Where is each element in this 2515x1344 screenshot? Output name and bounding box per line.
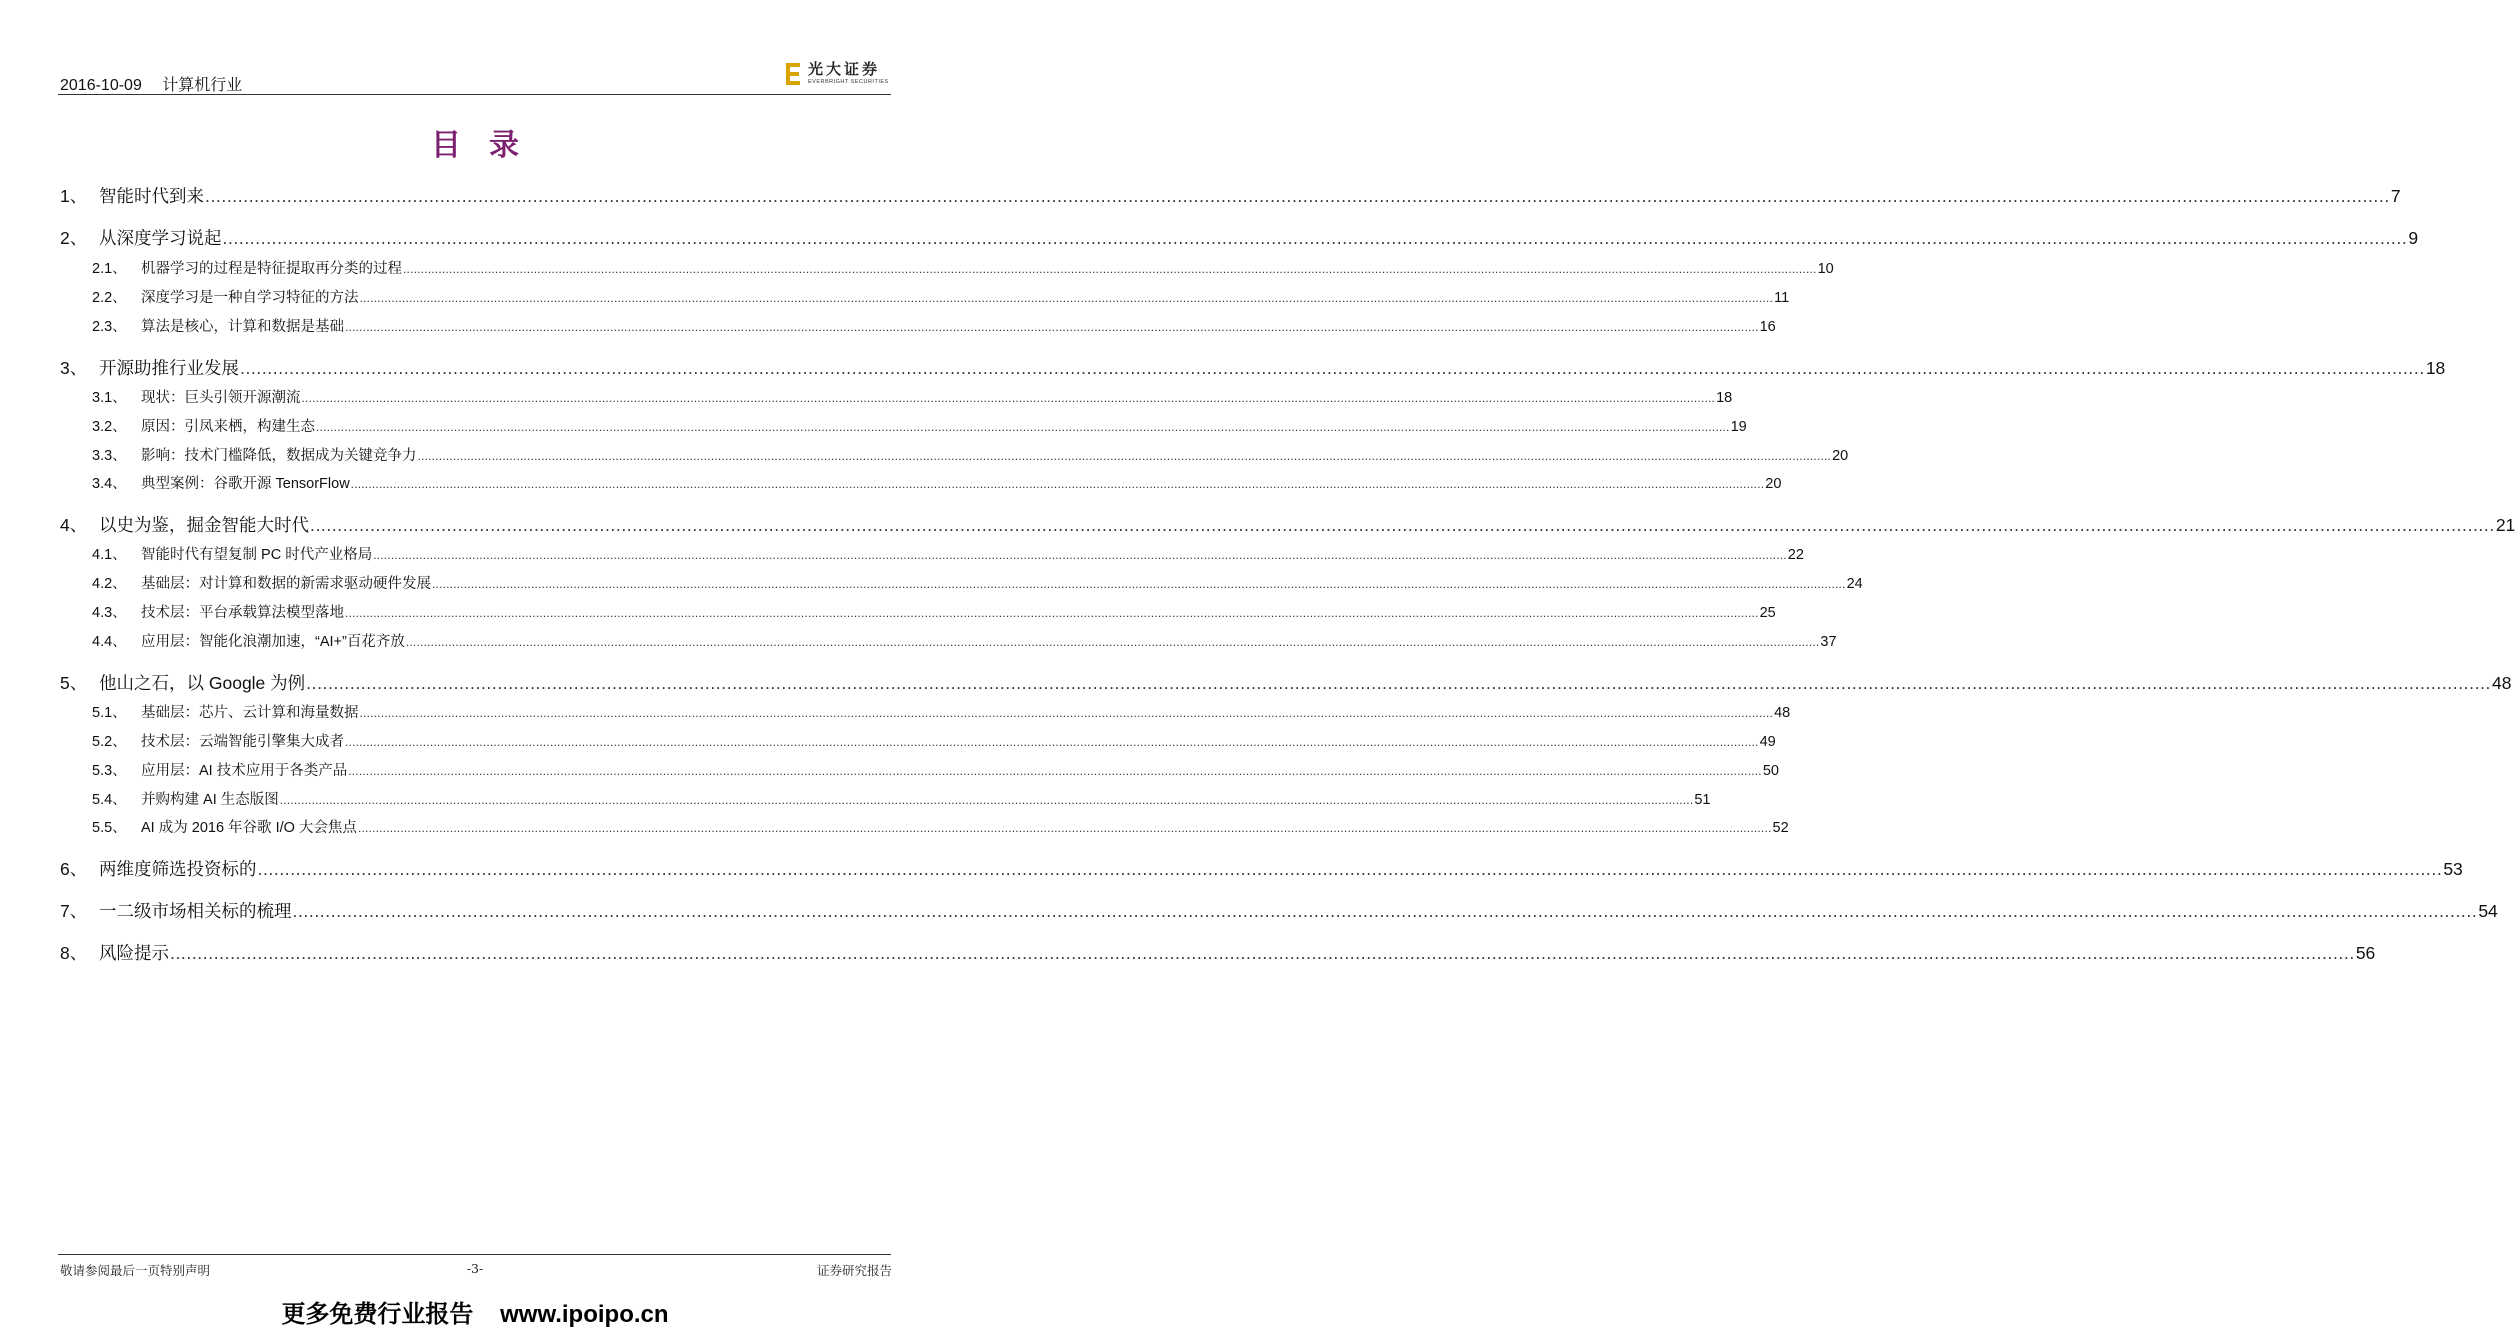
toc-entry-label: 应用层：AI 技术应用于各类产品 — [141, 763, 348, 779]
toc-entry-number: 5.2、 — [92, 734, 127, 750]
toc-entry[interactable] — [60, 940, 2376, 964]
toc-entry-label: 从深度学习说起 — [99, 228, 222, 248]
toc-entry-label: 典型案例：谷歌开源 TensorFlow — [141, 476, 350, 492]
toc-entry-page: 18 — [2425, 358, 2446, 378]
toc-entry[interactable] — [92, 286, 1790, 306]
toc-entry-page: 54 — [2478, 901, 2498, 921]
toc-entry-number: 2.1、 — [92, 261, 127, 277]
toc-entry-label: 影响：技术门槛降低，数据成为关键竞争力 — [141, 448, 417, 464]
toc-dot-leader: ................................................................................................................................................................................................................................................................................................................................................................................................................ — [345, 320, 1759, 334]
toc-entry-label: 以史为鉴，掘金智能大时代 — [99, 515, 309, 535]
toc-entry-page: 9 — [2408, 228, 2419, 248]
toc-dot-leader: ................................................................................................................................................................................................................................................................................................................................................................................................................ — [403, 262, 1817, 276]
toc-dot-leader: ................................................................................................................................................................................................................................................................................................................................................................................................................ — [279, 793, 1694, 807]
header-divider — [58, 94, 891, 95]
toc-entry-label: 应用层：智能化浪潮加速，“AI+”百花齐放 — [141, 634, 405, 650]
toc-entry-number: 5.1、 — [92, 705, 127, 721]
toc-entry[interactable] — [92, 444, 1849, 464]
toc-entry-label: 深度学习是一种自学习特征的方法 — [141, 290, 359, 306]
toc-entry[interactable] — [92, 257, 1834, 277]
toc-entry[interactable] — [92, 601, 1776, 621]
toc-entry-label: 原因：引凤来栖，构建生态 — [141, 419, 315, 435]
toc-entry-label: 两维度筛选投资标的 — [99, 859, 257, 879]
toc-entry-label: 算法是核心，计算和数据是基础 — [141, 319, 344, 335]
toc-entry-page: 20 — [1765, 476, 1782, 492]
toc-entry-label: 开源助推行业发展 — [99, 358, 239, 378]
toc-dot-leader: ................................................................................................................................................................................................................................................................................................................................................................................................................ — [306, 673, 2491, 693]
toc-entry-page: 11 — [1774, 290, 1790, 306]
toc-dot-leader: ................................................................................................................................................................................................................................................................................................................................................................................................................ — [432, 577, 1846, 591]
logo-name-cn: 光大证券 — [808, 60, 881, 78]
footer-report-type: 证券研究报告 — [816, 1263, 892, 1278]
toc-entry-label: 基础层：对计算和数据的新需求驱动硬件发展 — [141, 576, 431, 592]
toc-entry[interactable] — [92, 415, 1747, 435]
toc-entry-label: 一二级市场相关标的梳理 — [99, 901, 292, 921]
toc-entry-label: 他山之石，以 Google 为例 — [99, 673, 306, 693]
toc-entry[interactable] — [60, 898, 2498, 922]
toc-dot-leader: ................................................................................................................................................................................................................................................................................................................................................................................................................ — [357, 821, 1772, 835]
toc-entry[interactable] — [60, 856, 2463, 880]
toc-entry[interactable] — [92, 472, 1782, 492]
toc-dot-leader: ................................................................................................................................................................................................................................................................................................................................................................................................................ — [310, 515, 2495, 535]
toc-dot-leader: ................................................................................................................................................................................................................................................................................................................................................................................................................ — [359, 706, 1774, 720]
toc-entry-number: 3.3、 — [92, 448, 127, 464]
toc-entry-page: 24 — [1846, 576, 1863, 592]
toc-entry-number: 2.2、 — [92, 290, 127, 306]
footer-page-number: -3- — [466, 1261, 484, 1276]
toc-entry-number: 2、 — [60, 228, 88, 248]
toc-entry-page: 10 — [1817, 261, 1834, 277]
toc-entry-number: 3、 — [60, 358, 88, 378]
toc-entry-number: 2.3、 — [92, 319, 127, 335]
toc-dot-leader: ................................................................................................................................................................................................................................................................................................................................................................................................................ — [350, 477, 1765, 491]
toc-entry-number: 5、 — [60, 673, 88, 693]
toc-entry[interactable] — [92, 630, 1837, 650]
toc-entry-label: AI 成为 2016 年谷歌 I/O 大会焦点 — [141, 820, 357, 836]
toc-entry-page: 21 — [2495, 515, 2515, 535]
toc-entry-number: 1、 — [60, 186, 88, 206]
toc-entry-label: 并购构建 AI 生态版图 — [141, 792, 279, 808]
toc-entry-page: 48 — [1774, 705, 1791, 721]
toc-entry-page: 37 — [1820, 634, 1837, 650]
report-date: 2016-10-09 — [60, 77, 142, 94]
promo-text: 更多免费行业报告 — [281, 1301, 474, 1328]
toc-entry-page: 20 — [1832, 448, 1849, 464]
toc-entry[interactable] — [60, 183, 2401, 207]
report-industry: 计算机行业 — [162, 77, 243, 94]
toc-entry-page: 19 — [1730, 419, 1747, 435]
toc-dot-leader: ................................................................................................................................................................................................................................................................................................................................................................................................................ — [222, 228, 2408, 248]
toc-entry-number: 3.2、 — [92, 419, 127, 435]
toc-entry-label: 智能时代有望复制 PC 时代产业格局 — [141, 547, 373, 563]
logo-name-en: EVERBRIGHT SECURITIES — [808, 79, 889, 85]
toc-entry-page: 7 — [2390, 186, 2401, 206]
toc-entry[interactable] — [92, 730, 1776, 750]
toc-dot-leader: ................................................................................................................................................................................................................................................................................................................................................................................................................ — [316, 420, 1730, 434]
toc-entry-number: 5.3、 — [92, 763, 127, 779]
toc-entry-page: 18 — [1716, 390, 1733, 406]
toc-entry-page: 49 — [1759, 734, 1776, 750]
toc-entry[interactable] — [92, 788, 1711, 808]
toc-dot-leader: ................................................................................................................................................................................................................................................................................................................................................................................................................ — [345, 606, 1759, 620]
toc-dot-leader: ................................................................................................................................................................................................................................................................................................................................................................................................................ — [417, 449, 1832, 463]
toc-entry[interactable] — [92, 701, 1791, 721]
toc-entry-number: 3.1、 — [92, 390, 127, 406]
toc-dot-leader: ................................................................................................................................................................................................................................................................................................................................................................................................................ — [240, 358, 2425, 378]
toc-dot-leader: ................................................................................................................................................................................................................................................................................................................................................................................................................ — [345, 735, 1759, 749]
toc-entry-label: 机器学习的过程是特征提取再分类的过程 — [141, 261, 402, 277]
toc-entry-page: 52 — [1772, 820, 1789, 836]
promo-banner — [0, 1294, 950, 1329]
toc-entry-number: 4.2、 — [92, 576, 127, 592]
toc-entry-label: 现状：巨头引领开源潮流 — [141, 390, 301, 406]
toc-dot-leader: ................................................................................................................................................................................................................................................................................................................................................................................................................ — [348, 764, 1762, 778]
company-logo — [786, 62, 889, 86]
toc-entry-number: 5.5、 — [92, 820, 127, 836]
toc-dot-leader: ................................................................................................................................................................................................................................................................................................................................................................................................................ — [170, 943, 2355, 963]
toc-dot-leader: ................................................................................................................................................................................................................................................................................................................................................................................................................ — [205, 186, 2390, 206]
toc-entry-page: 25 — [1759, 605, 1776, 621]
toc-entry-number: 4.3、 — [92, 605, 127, 621]
toc-entry-page: 50 — [1762, 763, 1779, 779]
toc-entry-number: 6、 — [60, 859, 88, 879]
toc-entry-number: 5.4、 — [92, 792, 127, 808]
toc-entry[interactable] — [60, 512, 2515, 536]
page-title: 目录 — [431, 129, 547, 162]
toc-entry-number: 4.1、 — [92, 547, 127, 563]
footer-divider — [58, 1254, 891, 1255]
toc-entry-number: 4.4、 — [92, 634, 127, 650]
footer-disclaimer: 敬请参阅最后一页特别声明 — [60, 1263, 211, 1278]
toc-entry-page: 56 — [2355, 943, 2376, 963]
toc-dot-leader: ................................................................................................................................................................................................................................................................................................................................................................................................................ — [257, 859, 2443, 879]
report-header — [60, 72, 258, 95]
toc-entry-number: 3.4、 — [92, 476, 127, 492]
toc-dot-leader: ................................................................................................................................................................................................................................................................................................................................................................................................................ — [292, 901, 2478, 921]
logo-mark-icon — [786, 63, 802, 85]
toc-entry[interactable] — [92, 386, 1733, 406]
toc-entry-number: 8、 — [60, 943, 88, 963]
toc-entry[interactable] — [92, 816, 1789, 836]
toc-entry-label: 风险提示 — [99, 943, 169, 963]
toc-entry-page: 16 — [1759, 319, 1776, 335]
toc-entry[interactable] — [92, 572, 1863, 592]
toc-entry-label: 技术层：云端智能引擎集大成者 — [141, 734, 344, 750]
toc-entry-page: 53 — [2443, 859, 2463, 879]
toc-entry[interactable] — [60, 355, 2446, 379]
toc-entry-page: 48 — [2491, 673, 2512, 693]
toc-entry[interactable] — [92, 759, 1779, 779]
toc-dot-leader: ................................................................................................................................................................................................................................................................................................................................................................................................................ — [359, 291, 1774, 305]
toc-entry-number: 4、 — [60, 515, 88, 535]
toc-dot-leader: ................................................................................................................................................................................................................................................................................................................................................................................................................ — [405, 635, 1820, 649]
promo-link[interactable]: www.ipoipo.cn — [500, 1301, 669, 1328]
toc-entry-label: 技术层：平台承载算法模型落地 — [141, 605, 344, 621]
toc-dot-leader: ................................................................................................................................................................................................................................................................................................................................................................................................................ — [373, 548, 1787, 562]
toc-entry-page: 22 — [1787, 547, 1804, 563]
toc-entry[interactable] — [92, 543, 1804, 563]
toc-dot-leader: ................................................................................................................................................................................................................................................................................................................................................................................................................ — [301, 391, 1716, 405]
toc-entry-label: 基础层：芯片、云计算和海量数据 — [141, 705, 359, 721]
toc-entry[interactable] — [60, 225, 2419, 249]
toc-entry[interactable] — [92, 315, 1776, 335]
toc-entry[interactable] — [60, 670, 2512, 694]
toc-entry-number: 7、 — [60, 901, 88, 921]
toc-entry-label: 智能时代到来 — [99, 186, 204, 206]
toc-entry-page: 51 — [1694, 792, 1711, 808]
